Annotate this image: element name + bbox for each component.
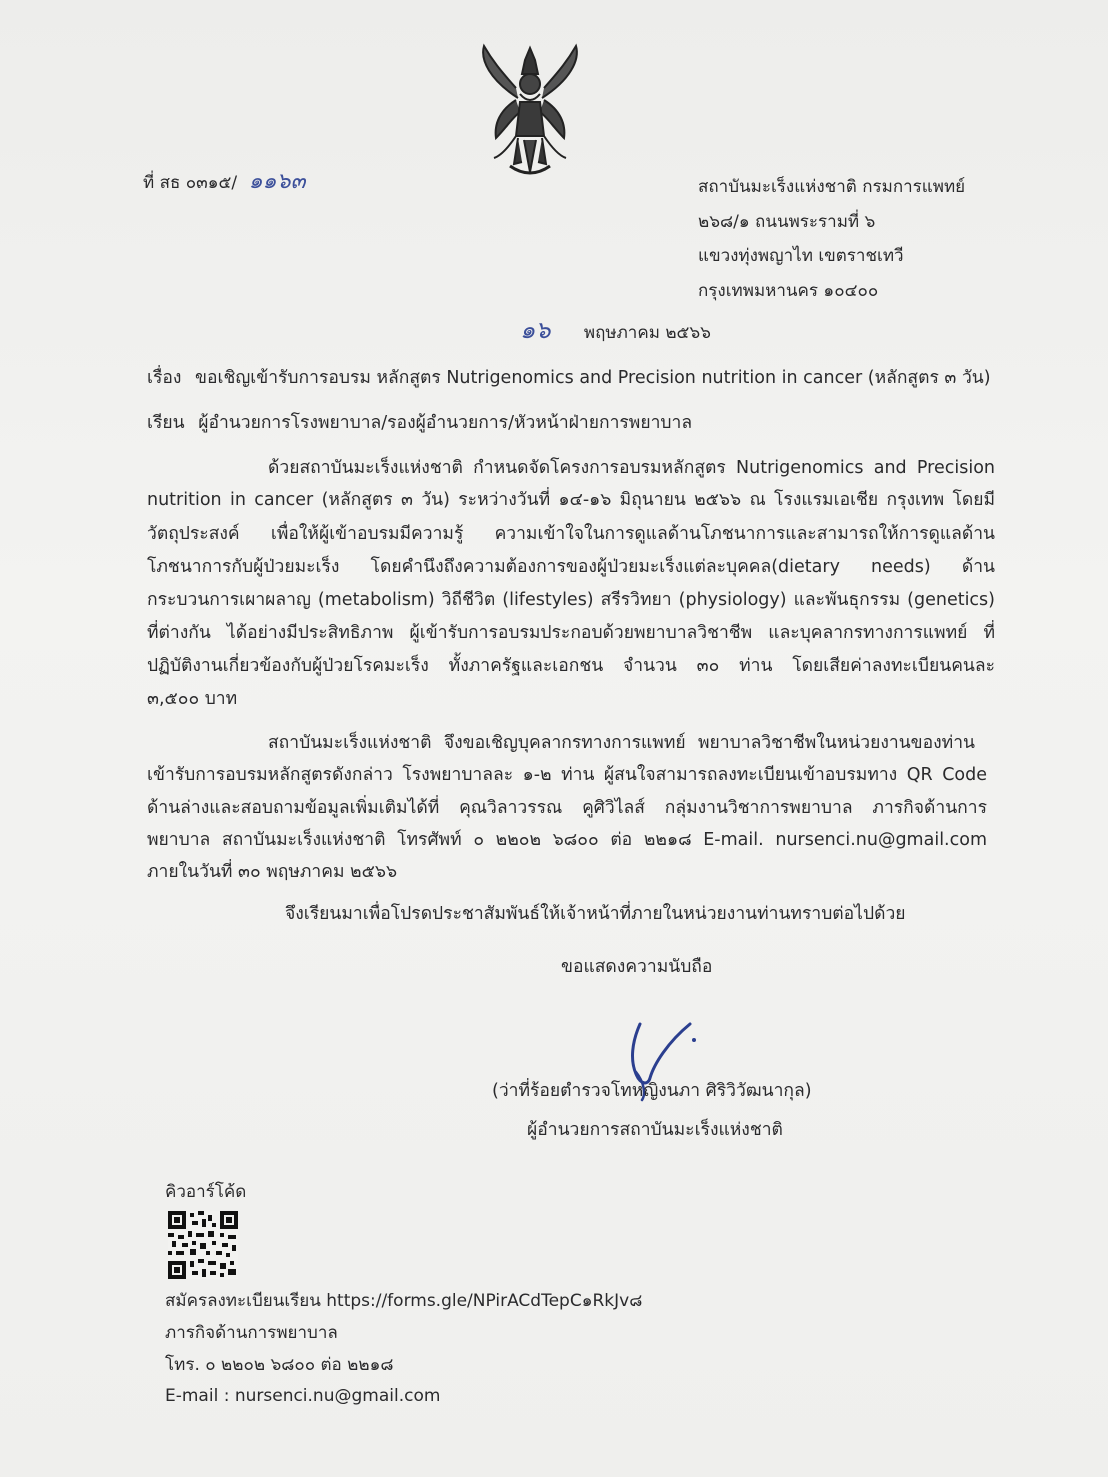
paragraph2-line: เข้ารับการอบรมหลักสูตรดังกล่าว โรงพยาบาลละ ๑-๒ ท่าน ผู้สนใจสามารถลงทะเบียนเข้าอบรมทาง QR Code: [147, 765, 987, 785]
footer-email[interactable]: E-mail : nursenci.nu@gmail.com: [165, 1386, 441, 1406]
addressee-line: [147, 413, 692, 433]
paragraph2-line: ภายในวันที่ ๓๐ พฤษภาคม ๒๕๖๖: [147, 862, 398, 882]
qr-label: คิวอาร์โค้ด: [165, 1182, 247, 1202]
paragraph2-line: พยาบาล สถาบันมะเร็งแห่งชาติ โทรศัพท์ ๐ ๒๒๐๒ ๖๘๐๐ ต่อ ๒๒๑๘ E-mail. nursenci.nu@gmail.com: [147, 830, 987, 850]
address-line-3: แขวงทุ่งพญาไท เขตราชเทวี: [698, 246, 904, 266]
paragraph1-line: วัตถุประสงค์ เพื่อให้ผู้เข้าอบรมมีความรู้ ความเข้าใจในการดูแลด้านโภชนาการและสามารถให้การดูแลด้าน: [147, 524, 995, 544]
address-line-1: สถาบันมะเร็งแห่งชาติ กรมการแพทย์: [698, 177, 966, 197]
signer-title: ผู้อำนวยการสถาบันมะเร็งแห่งชาติ: [527, 1120, 783, 1140]
paragraph2-line: ด้านล่างและสอบถามข้อมูลเพิ่มเติมได้ที่ คุณวิลาวรรณ คูศิวิไลส์ กลุ่มงานวิชาการพยาบาล ภารกิจด้านการ: [147, 798, 987, 818]
reference-number: ๑๑๖๓: [248, 169, 306, 194]
paragraph2-line: สถาบันมะเร็งแห่งชาติ จึงขอเชิญบุคลากรทางการแพทย์ พยาบาลวิชาชีพในหน่วยงานของท่าน: [268, 733, 975, 753]
subject-label: เรื่อง: [147, 368, 182, 388]
qr-code-icon[interactable]: [168, 1211, 238, 1279]
footer-department: ภารกิจด้านการพยาบาล: [165, 1323, 338, 1343]
subject-line: [147, 368, 991, 388]
addressee-label: เรียน: [147, 413, 185, 433]
date-month-year: พฤษภาคม ๒๕๖๖: [583, 323, 711, 343]
closing-salutation: ขอแสดงความนับถือ: [561, 957, 713, 977]
paragraph1-line: nutrition in cancer (หลักสูตร ๓ วัน) ระหว่างวันที่ ๑๔-๑๖ มิถุนายน ๒๕๖๖ ณ โรงแรมเอเชีย กรุงเทพ โดยมี: [147, 490, 995, 510]
subject-text: ขอเชิญเข้ารับการอบรม หลักสูตร Nutrigenomics and Precision nutrition in cancer (หลักสูตร ๓ วัน): [195, 368, 991, 388]
paragraph1-line: ปฏิบัติงานเกี่ยวข้องกับผู้ป่วยโรคมะเร็ง ทั้งภาครัฐและเอกชน จำนวน ๓๐ ท่าน โดยเสียค่าลงทะเบียนคนละ: [147, 656, 995, 676]
garuda-emblem-icon: [470, 40, 590, 185]
footer-registration[interactable]: สมัครลงทะเบียนเรียน https://forms.gle/NPirACdTepC๑RkJv๘: [165, 1291, 643, 1311]
paragraph1-line: กระบวนการเผาผลาญ (metabolism) วิถีชีวิต (lifestyles) สรีรวิทยา (physiology) และพันธุกรรม (genetics): [147, 590, 995, 610]
paragraph1-line: ด้วยสถาบันมะเร็งแห่งชาติ กำหนดจัดโครงการอบรมหลักสูตร Nutrigenomics and Precision: [268, 458, 995, 478]
reference-label: ที่ สธ ๐๓๑๕/: [143, 173, 238, 193]
date-day: ๑๖: [520, 316, 551, 344]
signer-name: (ว่าที่ร้อยตำรวจโทหญิงนภา ศิริวิวัฒนากุล): [492, 1081, 812, 1101]
letter-date: [520, 316, 711, 344]
paragraph1-line: ที่ต่างกัน ได้อย่างมีประสิทธิภาพ ผู้เข้ารับการอบรมประกอบด้วยพยาบาลวิชาชีพ และบุคลากรทางการแพทย์ ที่: [147, 623, 995, 643]
closing-sentence: จึงเรียนมาเพื่อโปรดประชาสัมพันธ์ให้เจ้าหน้าที่ภายในหน่วยงานท่านทราบต่อไปด้วย: [285, 904, 906, 924]
paragraph1-line: ๓,๕๐๐ บาท: [147, 689, 238, 709]
footer-phone: โทร. ๐ ๒๒๐๒ ๖๘๐๐ ต่อ ๒๒๑๘: [165, 1355, 394, 1375]
address-line-2: ๒๖๘/๑ ถนนพระรามที่ ๖: [698, 212, 876, 232]
addressee-text: ผู้อำนวยการโรงพยาบาล/รองผู้อำนวยการ/หัวหน้าฝ่ายการพยาบาล: [198, 413, 693, 433]
address-line-4: กรุงเทพมหานคร ๑๐๔๐๐: [698, 281, 879, 301]
reference-line: [143, 169, 306, 194]
paragraph1-line: โภชนาการกับผู้ป่วยมะเร็ง โดยคำนึงถึงความต้องการของผู้ป่วยมะเร็งแต่ละบุคคล(dietary needs) ด้าน: [147, 557, 995, 577]
